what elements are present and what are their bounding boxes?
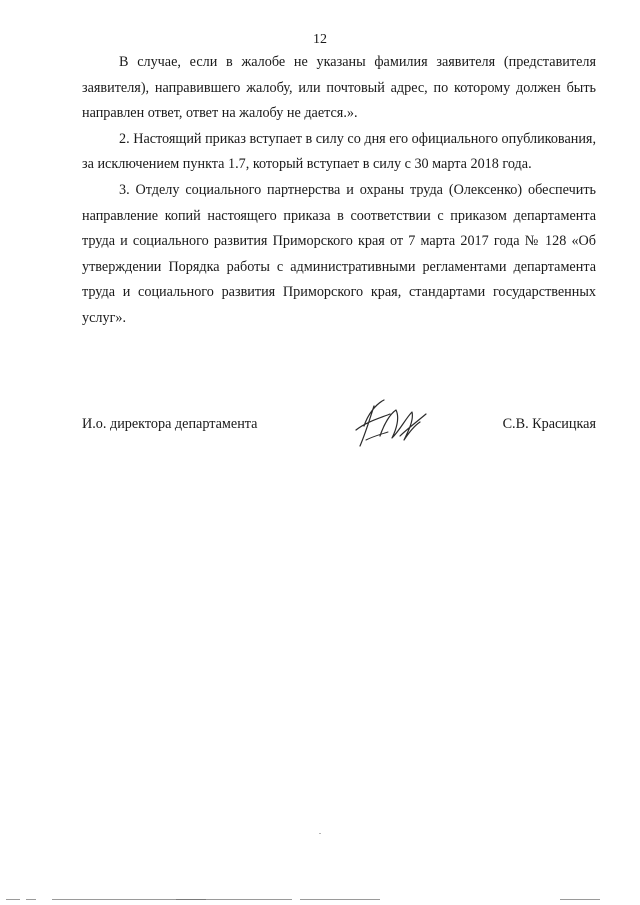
paragraph-distribution: 3. Отделу социального партнерства и охраны труда (Олексенко) обеспечить направление копий настоящего приказа в соответствии с приказом департамента труда и социального развития Приморского края от 7 марта 2017 года № 128 «Об утверждении Порядка работы с административными регламентами департамента труда и социального развития Приморского края, стандартами государственных услуг». [82,181,596,326]
page-number: 12 [313,32,327,47]
document-body [82,50,596,332]
paragraph-effective-date: 2. Настоящий приказ вступает в силу со дня его официального опубликования, за исключением пункта 1.7, который вступает в силу с 30 марта 2018 года. [82,130,596,173]
scan-footer-marks [0,897,640,903]
signature-block [82,400,596,460]
handwritten-signature [344,396,434,456]
signatory-name: С.В. Красицкая [502,416,596,432]
scan-speck [319,833,321,834]
signatory-position: И.о. директора департамента [82,416,258,432]
paragraph-complaint-clause: В случае, если в жалобе не указаны фамилия заявителя (представителя заявителя), направившего жалобу, или почтовый адрес, по которому должен быть направлен ответ, ответ на жалобу не дается.». [82,54,596,122]
